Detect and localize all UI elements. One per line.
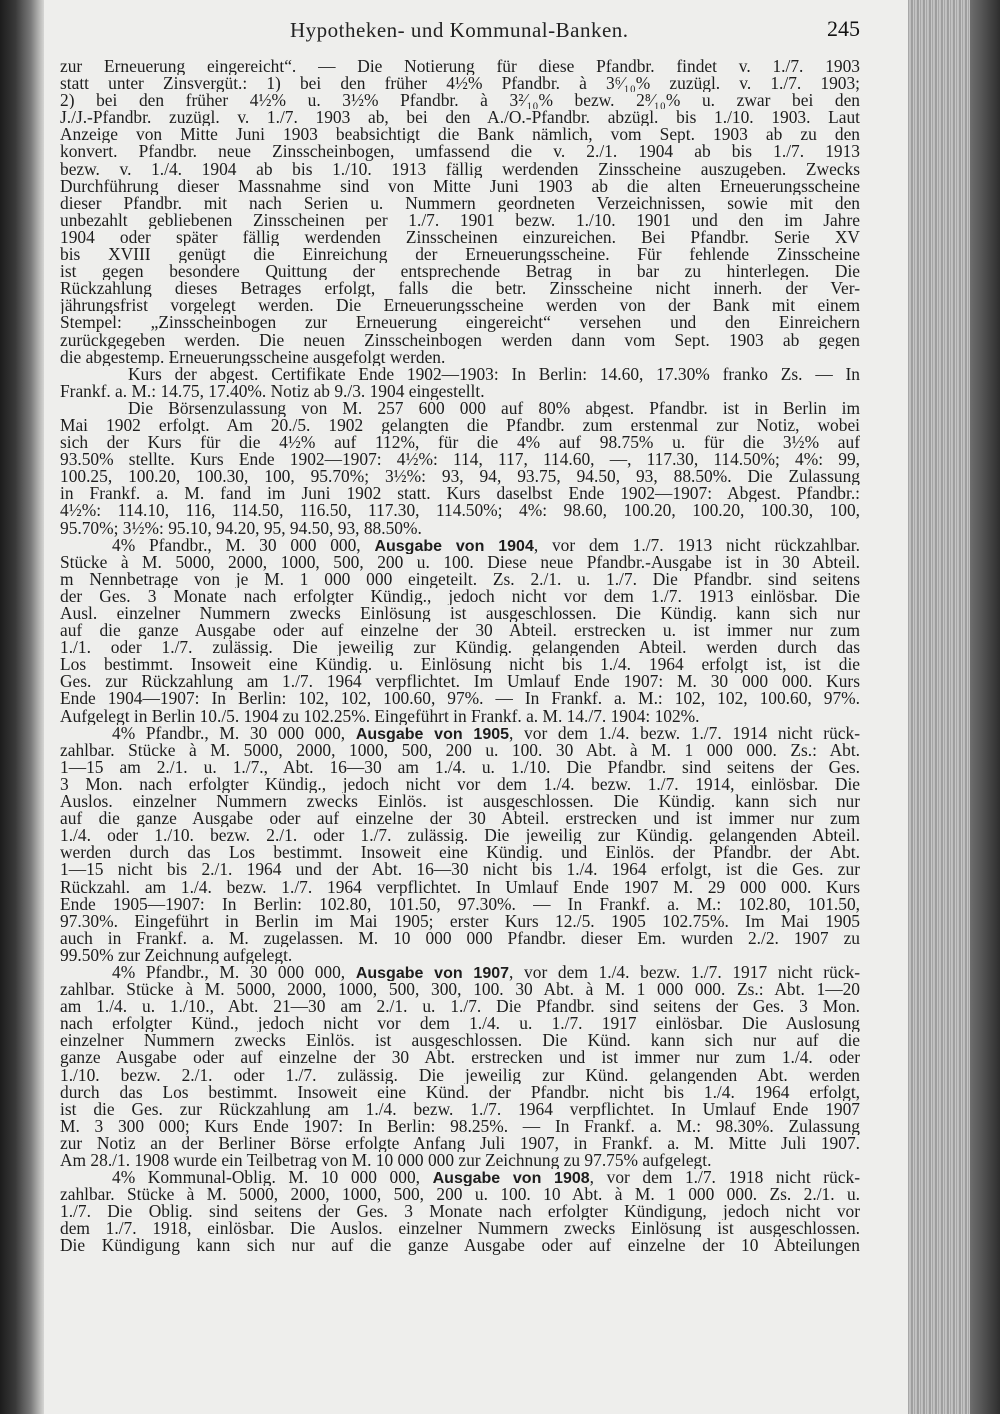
text-line: 4½%: 114.10, 116, 114.50, 116.50, 117.30, 114.50%; 4%: 98.60, 100.20, 100.20, 100.30, 100, [60,502,860,520]
book-cover-edge [970,0,1000,1414]
text-line: 1./10. bezw. 2./1. oder 1./7. zulässig. Die jeweilig zur Künd. gelangenden Abt. werden [60,1066,860,1084]
text-line: Rückzahlung dieses Betrages erfolgt, falls die betr. Zinsscheine nicht innerh. der Ver- [60,280,860,298]
text-line: Stempel: „Zinsscheinbogen zur Erneuerung eingereicht“ versehen und den Einreichern [60,314,860,332]
text-line: konvert. Pfandbr. neue Zinsscheinbogen, umfassend die v. 2./1. 1904 ab bis 1./7. 1913 [60,143,860,161]
text-line: Durchführung dieser Massnahme sind von Mitte Juni 1903 ab die alten Erneuerungsscheine [60,177,860,195]
text-line: durch das Los bestimmt. Insoweit eine Künd. der Pfandbr. nicht bis 1./4. 1964 erfolgt, [60,1083,860,1101]
text-line: zahlbar. Stücke à M. 5000, 2000, 1000, 500, 300, 100. 30 Abt. à M. 1 000 000. Zs.: Abt. 1—20 [60,981,860,999]
text-line: 4% Kommunal-Oblig. M. 10 000 000, Ausgabe von 1908, vor dem 1./7. 1918 nicht rück- [112,1169,860,1187]
body-text [60,58,860,1255]
text-line: auf die ganze Ausgabe oder auf einzelne der 30 Abteil. erstrecken u. ist immer nur zum [60,622,860,640]
text-line: 3 Mon. nach erfolgter Kündig., jedoch nicht vor dem 1./4. bezw. 1./7. 1914, einlösbar. Die [60,775,860,794]
text-line: 4% Pfandbr., M. 30 000 000, Ausgabe von 1907, vor dem 1./4. bezw. 1./7. 1917 nicht rück- [112,963,860,982]
text-line: unbezahlt gebliebenen Zinsscheinen per 1./7. 1901 bezw. 1./10. 1901 und den im Jahre [60,211,860,229]
text-line: ganze Ausgabe oder auf einzelne der 30 Abt. erstrecken und ist immer nur zum 1./4. oder [60,1049,860,1067]
text-line: nach erfolgter Künd., jedoch nicht vor dem 1./4. u. 1./7. 1917 einlösbar. Die Auslosung [60,1015,860,1033]
text-line: M. 3 300 000; Kurs Ende 1907: In Berlin: 98.25%. — In Frankf. a. M.: 98.30%. Zulassung [60,1117,860,1135]
text-line: ist gegen besondere Quittung der entsprechende Betrag in bar zu hinterlegen. Die [60,263,860,281]
text-line: 93.50% stellte. Kurs Ende 1902—1907: 4½%: 114, 117, 114.60, —, 117.30, 114.50%; 4%: 99, [60,451,860,469]
text-line: Rückzahl. am 1./4. bezw. 1./7. 1964 verpflichtet. In Umlauf Ende 1907 M. 29 000 000. Kurs [60,878,860,896]
text-line: zurückgegeben werden. Die neuen Zinsscheinbogen werden dann vom Sept. 1903 ab gegen [60,331,860,349]
text-line: Die Kündigung kann sich nur auf die ganze Ausgabe oder auf einzelne der 10 Abteilungen [60,1237,860,1255]
text-line: Anzeige von Mitte Juni 1903 beabsichtigt die Bank nämlich, vom Sept. 1903 ab zu den [60,126,860,144]
text-line: zahlbar. Stücke à M. 5000, 2000, 1000, 500, 200 u. 100. 30 Abt. à M. 1 000 000. Zs.: Abt. [60,741,860,759]
text-line: Am 28./1. 1908 wurde ein Teilbetrag von M. 10 000 000 zur Zeichnung zu 97.75% aufgelegt. [60,1152,712,1170]
text-line: der Ges. 3 Monate nach erfolgter Kündig., jedoch nicht vor dem 1./7. 1913 einlösbar. Die [60,587,860,605]
text-line: Kurs der abgest. Certifikate Ende 1902—1903: In Berlin: 14.60, 17.30% franko Zs. — In [128,365,860,383]
text-line: dem 1./7. 1918, einlösbar. Die Auslos. einzelner Nummern zwecks Einlösung ist ausgeschlossen. [60,1220,860,1238]
text-line: am 1./4. u. 1./10., Abt. 21—30 am 2./1. u. 1./7. Die Pfandbr. sind seitens der Ges. 3 Mon. [60,998,860,1016]
text-line: J./J.-Pfandbr. zuzügl. v. 1./7. 1903 ab, bei den A./O.-Pfandbr. abzügl. bis 1./10. 1903. Laut [60,109,860,127]
text-line: Die Börsenzulassung von M. 257 600 000 auf 80% abgest. Pfandbr. ist in Berlin im [128,399,860,417]
text-line: Los bestimmt. Insoweit eine Kündig. u. Einlösung nicht bis 1./4. 1964 erfolgt ist, ist die [60,656,860,674]
text-line: sich der Kurs für die 4½% auf 112%, für die 4% auf 98.75% u. für die 3½% auf [60,434,860,452]
text-line: statt unter Zinsvergüt.: 1) bei den früher 4½% Pfandbr. à 3⁶⁄₁₀% zuzügl. v. 1./7. 1903; [60,75,860,93]
running-title: Hypotheken- und Kommunal-Banken. [290,18,629,42]
text-line: Ende 1904—1907: In Berlin: 102, 102, 100.60, 97%. — In Frankf. a. M.: 102, 102, 100.60, 97%. [60,690,860,708]
text-line: bis XVIII genügt die Einreichung der Erneuerungsscheine. Für fehlende Zinsscheine [60,246,860,264]
text-line: in Frankf. a. M. fand im Juni 1902 statt. Kurs daselbst Ende 1902—1907: Abgest. Pfandbr.: [60,485,860,503]
text-line: zahlbar. Stücke à M. 5000, 2000, 1000, 500, 200 u. 100. 10 Abt. à M. 1 000 000. Zs. 2./1. u. [60,1186,860,1204]
page-header [60,14,860,48]
text-line: bezw. v. 1./4. 1904 ab bis 1./10. 1913 fällig werdenden Zinsscheine auszugeben. Zwecks [60,160,860,178]
text-line: 1—15 am 2./1. u. 1./7., Abt. 16—30 am 1./4. u. 1./10. Die Pfandbr. sind seitens der Ges. [60,758,860,776]
text-line: 1—15 nicht bis 2./1. 1964 und der Abt. 16—30 nicht bis 1./4. 1964 erfolgt, ist die Ges. zur [60,861,860,879]
page-number: 245 [827,16,860,41]
text-line: auch in Frankf. a. M. zugelassen. M. 10 000 000 Pfandbr. dieser Em. wurden 2./2. 1907 zu [60,929,860,947]
text-line: Stücke à M. 5000, 2000, 1000, 500, 200 u. 100. Diese neue Pfandbr.-Ausgabe ist in 30 Abteil. [60,553,860,571]
text-line: einzelner Nummern zwecks Einlös. ist ausgeschlossen. Die Künd. kann sich nur auf die [60,1032,860,1050]
text-line: Auslos. einzelner Nummern zwecks Einlös. ist ausgeschlossen. Die Kündig. kann sich nur [60,793,860,811]
text-line: 1904 oder später fällig werdenden Zinsscheinen einzureichen. Bei Pfandbr. Serie XV [60,228,860,247]
text-line: ist die Ges. zur Rückzahlung am 1./4. bezw. 1./7. 1964 verpflichtet. In Umlauf Ende 1907 [60,1100,860,1118]
text-line: zur Notiz an der Berliner Börse erfolgte Anfang Juli 1907, in Frankf. a. M. Mitte Juli 1907. [60,1134,860,1152]
text-line: 99.50% zur Zeichnung aufgelegt. [60,946,293,964]
text-line: 97.30%. Eingeführt in Berlin im Mai 1905; erster Kurs 12./5. 1905 102.75%. Im Mai 1905 [60,912,860,930]
text-line: Ende 1905—1907: In Berlin: 102.80, 101.50, 97.30%. — In Frankf. a. M.: 102.80, 101.50, [60,895,860,913]
text-line: Frankf. a. M.: 14.75, 17.40%. Notiz ab 9./3. 1904 eingestellt. [60,382,485,400]
issue-heading: Ausgabe von 1907 [355,964,510,982]
issue-heading: Ausgabe von 1905 [355,725,510,742]
issue-heading: Ausgabe von 1904 [374,537,534,554]
book-gutter-shadow [0,0,44,1414]
text-line: 95.70%; 3½%: 95.10, 94.20, 95, 94.50, 93, 88.50%. [60,519,422,537]
text-line: Ges. zur Rückzahlung am 1./7. 1964 verpflichtet. Im Umlauf Ende 1907: M. 30 000 000. Kurs [60,673,860,691]
text-line: die abgestemp. Erneuerungsscheine ausgefolgt werden. [60,348,446,366]
text-line: 4% Pfandbr., M. 30 000 000, Ausgabe von 1904, vor dem 1./7. 1913 nicht rückzahlbar. [112,536,860,554]
text-line: 4% Pfandbr., M. 30 000 000, Ausgabe von 1905, vor dem 1./4. bezw. 1./7. 1914 nicht rück- [112,724,860,742]
text-line: auf die ganze Ausgabe oder auf einzelne der 30 Abteil. erstrecken und ist immer nur zum [60,810,860,828]
text-line: dieser Pfandbr. mit nach Serien u. Nummern geordneten Verzeichnissen, sowie mit den [60,194,860,212]
text-line: zur Erneuerung eingereicht“. — Die Notierung für diese Pfandbr. findet v. 1./7. 1903 [60,58,860,76]
text-line: 2) bei den früher 4½% u. 3½% Pfandbr. à 3²⁄₁₀% bezw. 2⁸⁄₁₀% u. zwar bei den [60,92,860,110]
text-line: Ausl. einzelner Nummern zwecks Einlösung ist ausgeschlossen. Die Kündig. kann sich nur [60,605,860,623]
text-line: m Nennbetrage von je M. 1 000 000 eingeteilt. Zs. 2./1. u. 1./7. Die Pfandbr. sind seitens [60,570,860,588]
text-line: jährungsfrist vorgelegt werden. Die Erneuerungsscheine werden von der Bank mit einem [60,297,860,315]
text-line: 1./7. Die Oblig. sind seitens der Ges. 3 Monate nach erfolgter Kündigung, jedoch nicht vor [60,1203,860,1221]
text-line: 100.25, 100.20, 100.30, 100, 95.70%; 3½%: 93, 94, 93.75, 94.50, 93, 88.50%. Die Zulassung [60,468,860,486]
text-line: Aufgelegt in Berlin 10./5. 1904 zu 102.25%. Eingeführt in Frankf. a. M. 14./7. 1904: 102%. [60,707,700,725]
issue-heading: Ausgabe von 1908 [432,1170,590,1187]
text-line: Mai 1902 erfolgt. Am 20./5. 1902 gelangten die Pfandbr. zum erstenmal zur Notiz, wobei [60,416,860,435]
text-line: werden durch das Los bestimmt. Insoweit eine Kündig. und Einlös. der Pfandbr. der Abt. [60,844,860,862]
text-line: 1./4. oder 1./10. bezw. 2./1. oder 1./7. zulässig. Die jeweilig zur Kündig. gelangenden Abteil. [60,827,860,845]
text-line: 1./1. oder 1./7. zulässig. Die jeweilig zur Kündig. gelangenden Abteil. werden durch das [60,639,860,657]
